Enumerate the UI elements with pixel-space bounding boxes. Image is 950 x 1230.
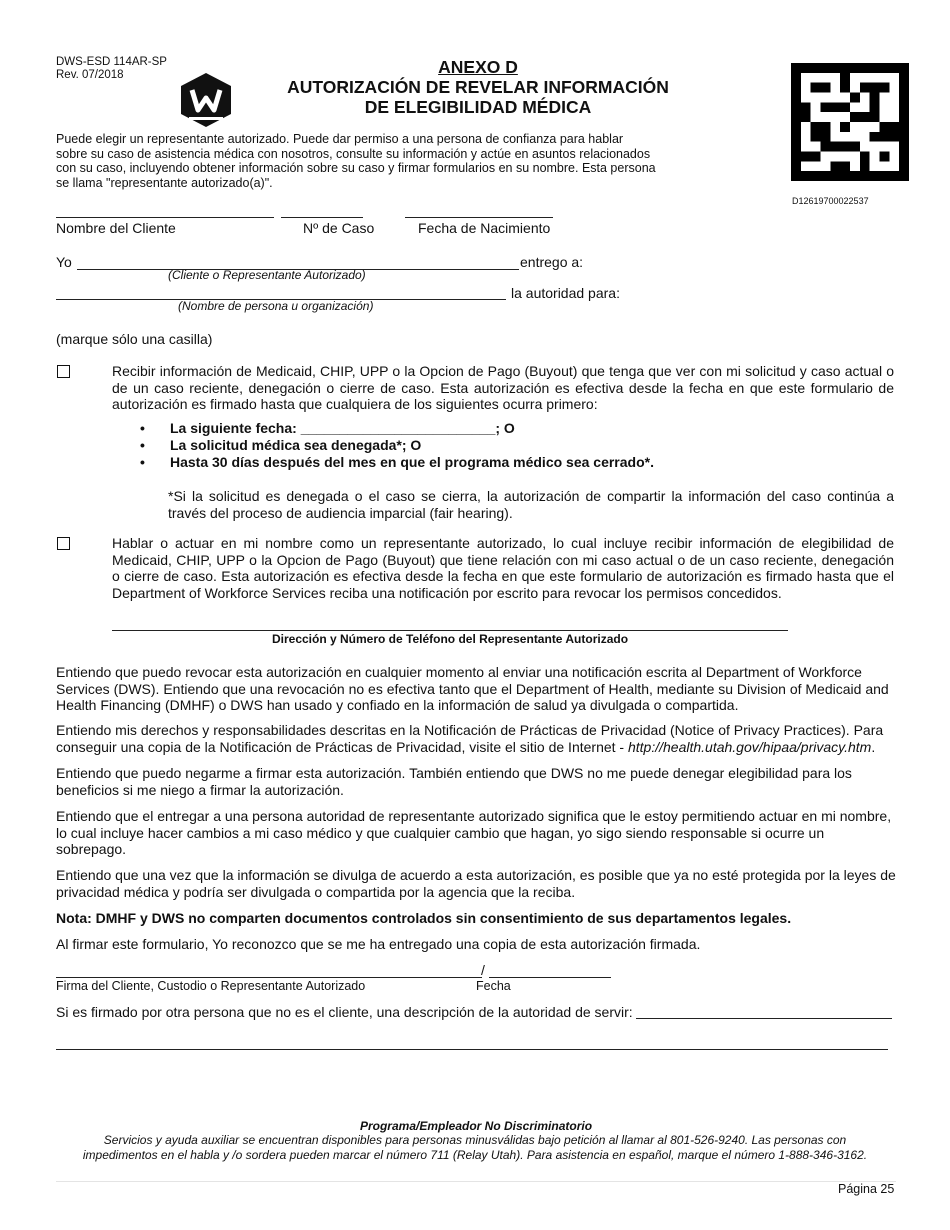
birth-date-label: Fecha de Nacimiento [418, 220, 551, 236]
form-code-block [56, 56, 167, 82]
legal-note: Nota: DMHF y DWS no comparten documentos controlados sin consentimiento de sus departamentos legales. [56, 910, 792, 926]
rep-address-label: Dirección y Número de Teléfono del Representante Autorizado [271, 632, 629, 646]
representative-paragraph: Entiendo que el entregar a una persona autoridad de representante autorizado significa que le estoy permitiendo actuar en mi nombre, lo cual incluye hacer cambios a mi caso médico y que cualquier cambio que hagan, yo sigo siendo responsable si ocurre un sobrepago. [56, 808, 892, 857]
footer-text [40, 1133, 910, 1163]
option1-conditions [140, 420, 840, 471]
signature-date-separator: / [481, 962, 485, 978]
dws-logo-icon [180, 72, 232, 128]
authority-description-line-2[interactable] [56, 1049, 888, 1050]
option1-checkbox[interactable] [57, 365, 70, 378]
option1-text: Recibir información de Medicaid, CHIP, UPP o la Opcion de Pago (Buyout) que tenga que ver con mi solicitud y caso actual o de un caso reciente, denegación o cierre de caso. Esta autorización es efectiva desde la fecha en que este formulario de autorización es firmado hasta que cualquiera de los siguientes ocurra primero: [112, 363, 894, 412]
birth-date-line[interactable] [405, 217, 553, 218]
footer-line-2: impedimentos en el habla y /o sordera pueden marcar el número 711 (Relay Utah). Para asistencia en español, marque el número 1-888-346-3162. [82, 1148, 868, 1162]
qr-code-icon [791, 63, 909, 181]
title-line-2: DE ELEGIBILIDAD MÉDICA [364, 97, 592, 117]
case-number-label: Nº de Caso [303, 220, 375, 236]
option1-footnote: *Si la solicitud es denegada o el caso se cierra, la autorización de compartir la información del caso continúa a través del proceso de audiencia imparcial (fair hearing). [168, 488, 894, 521]
barcode-number: D12619700022537 [792, 196, 869, 206]
copy-acknowledgement: Al firmar este formulario, Yo reconozco que se me ha entregado una copia de esta autorización firmada. [56, 936, 701, 952]
rep-address-line[interactable] [112, 630, 788, 631]
revision-date: Rev. 07/2018 [56, 69, 124, 81]
case-number-line[interactable] [281, 217, 363, 218]
client-rep-hint: (Cliente o Representante Autorizado) [168, 268, 366, 282]
signature-line[interactable] [56, 977, 482, 978]
option2-checkbox[interactable] [57, 537, 70, 550]
footer-line-1: Servicios y ayuda auxiliar se encuentran disponibles para personas minusválidas bajo petición al llamar al 801-526-9240. Las personas con [103, 1133, 847, 1147]
authority-description-line[interactable] [636, 1018, 892, 1019]
intro-text: Puede elegir un representante autorizado. Puede dar permiso a una persona de confianza para hablar sobre su caso de asistencia médica con nosotros, consulte su información y actúe en asuntos relacionados con su caso, incluyendo obtener información sobre su caso y firmar formularios en su nombre. Esta persona se llama "representante autorizado(a)". [56, 132, 656, 190]
form-code: DWS-ESD 114AR-SP [56, 56, 167, 68]
client-name-line[interactable] [56, 217, 274, 218]
document-title [260, 57, 696, 117]
option2-text: Hablar o actuar en mi nombre como un representante autorizado, lo cual incluye recibir información de elegibilidad de Medicaid, CHIP, UPP o la Opcion de Pago (Buyout) que tiene relación con mi caso actual o de un caso reciente, denegación o cierre de caso. Esta autorización es efectiva desde la fecha en que este formulario de autorización es firmado hasta que el Department of Workforce Services reciba una notificación por escrito para revocar los permisos concedidos. [112, 535, 894, 601]
annex-label: ANEXO D [438, 57, 518, 77]
autoridad-label: la autoridad para: [511, 285, 620, 301]
date-label: Fecha [476, 979, 511, 993]
mark-one-instruction: (marque sólo una casilla) [56, 331, 213, 347]
disclosure-paragraph: Entiendo que una vez que la información se divulga de acuerdo a esta autorización, es posible que ya no esté protegida por la leyes de privacidad médica y podría ser divulgada o compartida por la agencia que la reciba. [56, 867, 896, 900]
authority-description-label: Si es firmado por otra persona que no es el cliente, una descripción de la autoridad de servir: [56, 1004, 633, 1020]
footer-title: Programa/Empleador No Discriminatorio [359, 1119, 593, 1133]
privacy-text: Entiendo mis derechos y responsabilidades descritas en la Notificación de Prácticas de Privacidad (Notice of Privacy Practices). Para conseguir una copia de la Notificación de Prácticas de Privacidad, visite el sitio de Internet - [56, 722, 884, 755]
signer-label: Firma del Cliente, Custodio o Representante Autorizado [56, 979, 366, 993]
page-number: Página 25 [838, 1182, 895, 1196]
date-line[interactable] [489, 977, 611, 978]
client-name-label: Nombre del Cliente [56, 220, 176, 236]
footer-divider [56, 1181, 896, 1182]
list-item: • La siguiente fecha: _________________________; O [140, 420, 840, 437]
revoke-paragraph: Entiendo que puedo revocar esta autorización en cualquier momento al enviar una notificación escrita al Department of Workforce Services (DWS). Entiendo que una revocación no es efectiva tanto que el Department of Health, mediante su Division of Medicaid and Health Financing (DMHF) o DWS han usado y confiado en la información de salud ya divulgada o compartida. [56, 664, 889, 713]
refuse-paragraph: Entiendo que puedo negarme a firmar esta autorización. También entiendo que DWS no me puede denegar elegibilidad para los beneficios si me niego a firmar la autorización. [56, 765, 852, 798]
privacy-url-link[interactable]: http://health.utah.gov/hipaa/privacy.htm [627, 738, 872, 755]
person-org-hint: (Nombre de persona u organización) [178, 299, 374, 313]
list-item: • Hasta 30 días después del mes en que el programa médico sea cerrado*. [140, 454, 840, 471]
yo-label: Yo [56, 254, 72, 270]
title-line-1: AUTORIZACIÓN DE REVELAR INFORMACIÓN [287, 77, 669, 97]
entrego-label: entrego a: [520, 254, 584, 270]
list-item: • La solicitud médica sea denegada*; O [140, 437, 840, 454]
privacy-paragraph: Entiendo mis derechos y responsabilidades descritas en la Notificación de Prácticas de Privacidad (Notice of Privacy Practices). Para conseguir una copia de la Notificación de Prácticas de Privacidad, visite el sitio de Internet - http://health.utah.gov/hipaa/privacy.htm. [56, 722, 884, 755]
